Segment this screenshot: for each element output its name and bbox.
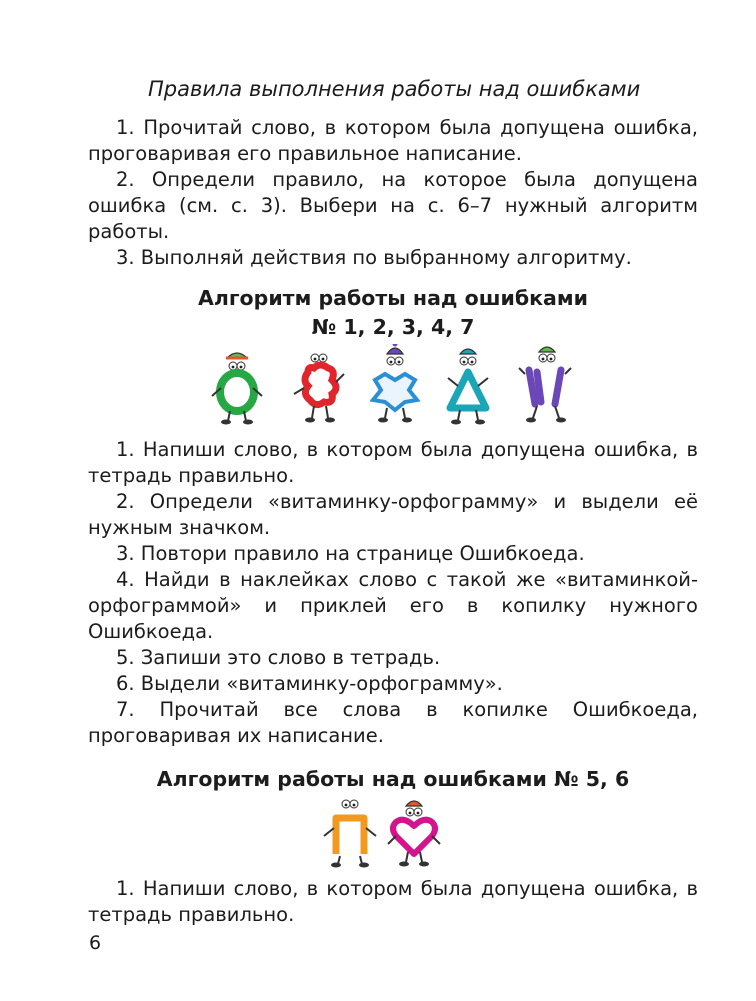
character-o-icon xyxy=(212,353,262,425)
algo2-item-1: 1. Напиши слово, в котором была допущена ошибка, в тетрадь правильно. xyxy=(88,877,698,926)
algo1-heading-line1: Алгоритм работы над ошибками xyxy=(197,286,589,310)
page-number: 6 xyxy=(89,932,102,954)
algo1-heading-line2: № 1, 2, 3, 4, 7 xyxy=(311,315,475,339)
rules-title: Правила выполнения работы над ошибками xyxy=(148,77,641,101)
rules-item-3: 3. Выполняй действия по выбранному алгоритму. xyxy=(116,246,632,269)
rules-list xyxy=(88,115,698,271)
character-wave-icon xyxy=(294,354,344,423)
character-strokes-icon xyxy=(519,347,571,423)
character-triangle-icon xyxy=(448,349,488,425)
character-heart-icon xyxy=(388,801,440,867)
algo2-list xyxy=(88,876,698,928)
character-star-icon xyxy=(373,344,417,423)
algo1-item-2: 2. Определи «витаминку-орфограмму» и выдели её нужным значком. xyxy=(88,490,698,539)
algo1-item-7: 7. Прочитай все слова в копилке Ошибкоеда, проговаривая их написание. xyxy=(88,698,698,747)
algo2-characters xyxy=(320,796,450,868)
algo1-heading xyxy=(88,284,698,342)
algo1-item-6: 6. Выдели «витаминку-орфограмму». xyxy=(116,672,503,695)
algo1-list xyxy=(88,437,698,749)
algo2-heading: Алгоритм работы над ошибками № 5, 6 xyxy=(156,767,630,791)
rules-item-1: 1. Прочитай слово, в котором была допущена ошибка, проговаривая его правильное написание. xyxy=(88,116,698,165)
algo1-item-3: 3. Повтори правило на странице Ошибкоеда. xyxy=(116,542,585,565)
rules-item-2: 2. Определи правило, на которое была допущена ошибка (см. с. 3). Выбери на с. 6–7 нужный алгоритм работы. xyxy=(88,168,698,243)
algo1-item-4: 4. Найди в наклейках слово с такой же «витаминкой-орфограммой» и приклей его в копилку нужного Ошибкоеда. xyxy=(88,568,698,643)
algo1-characters xyxy=(200,344,590,426)
algo1-item-5: 5. Запиши это слово в тетрадь. xyxy=(116,646,441,669)
character-p-icon xyxy=(324,800,376,868)
algo1-item-1: 1. Напиши слово, в котором была допущена ошибка, в тетрадь правильно. xyxy=(88,438,698,487)
